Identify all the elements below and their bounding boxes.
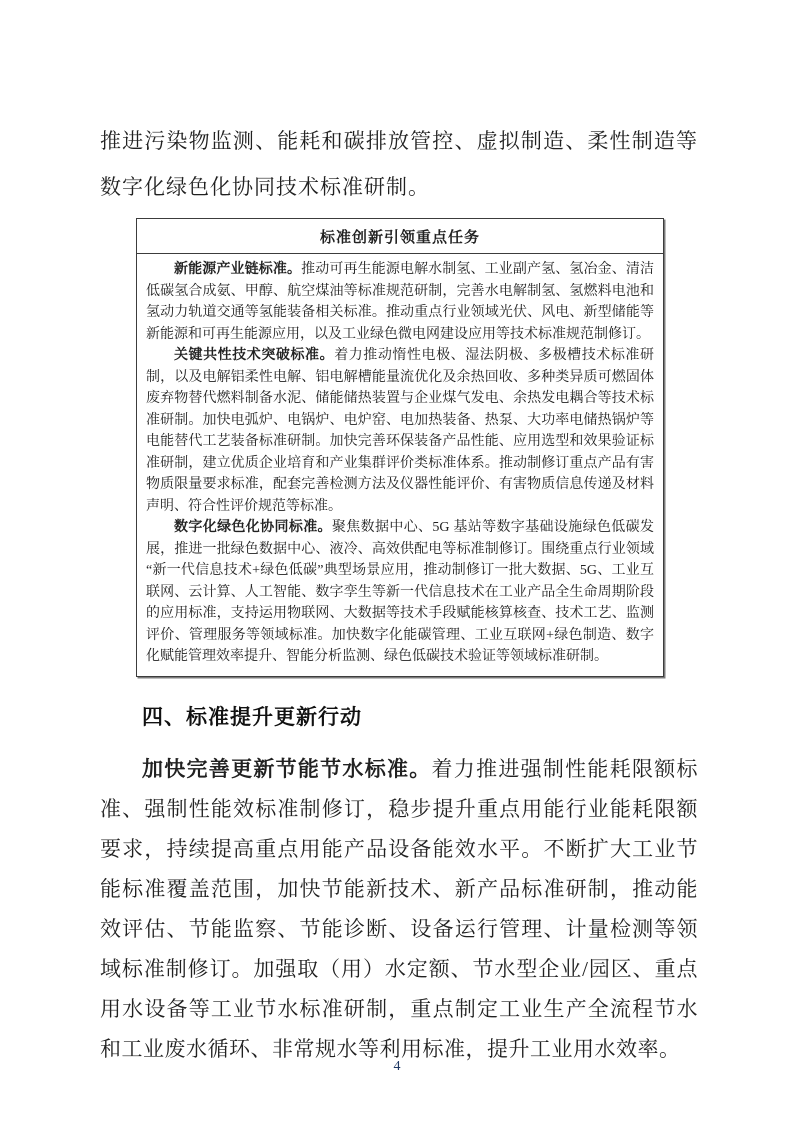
intro-paragraph: 推进污染物监测、能耗和碳排放管控、虚拟制造、柔性制造等数字化绿色化协同技术标准研制。 xyxy=(100,129,698,199)
section-paragraph xyxy=(100,749,698,1069)
section-paragraph-text: 着力推进强制性能耗限额标准、强制性能效标准制修订，稳步提升重点用能行业能耗限额要求，持续提高重点用能产品设备能效水平。不断扩大工业节能标准覆盖范围，加快节能新技术、新产品标准研制，推动能效评估、节能监察、节能诊断、设备运行管理、计量检测等领域标准制修订。加强取（用）水定额、节水型企业/园区、重点用水设备等工业节水标准研制，重点制定工业生产全流程节水和工业废水循环、非常规水等利用标准，提升工业用水效率。 xyxy=(100,756,699,1061)
box-paragraph-digital-green-lead: 数字化绿色化协同标准。 xyxy=(174,520,332,535)
box-paragraph-digital-green-text: 聚焦数据中心、5G 基站等数字基础设施绿色低碳发展，推进一批绿色数据中心、液冷、高效供配电等标准制修订。围绕重点行业领域“新一代信息技术+绿色低碳”典型场景应用，推动制修订一批大数据、5G、工业互联网、云计算、人工智能、数字孪生等新一代信息技术在工业产品全生命周期阶段的应用标准，支持运用物联网、大数据等技术手段赋能核算核查、技术工艺、监测评价、管理服务等领域标准。加快数字化能碳管理、工业互联网+绿色制造、数字化赋能管理效率提升、智能分析监测、绿色低碳技术验证等领域标准研制。 xyxy=(146,520,655,664)
key-tasks-box-body xyxy=(137,254,663,676)
box-paragraph-digital-green xyxy=(146,517,654,668)
section-paragraph-lead: 加快完善更新节能节水标准。 xyxy=(142,756,432,781)
box-paragraph-key-tech-lead: 关键共性技术突破标准。 xyxy=(174,348,335,363)
page-number: 4 xyxy=(393,1059,401,1074)
key-tasks-box-title: 标准创新引领重点任务 xyxy=(137,219,663,254)
box-paragraph-new-energy-text: 推动可再生能源电解水制氢、工业副产氢、氢冶金、清洁低碳氢合成氨、甲醇、航空煤油等标准规范研制，完善水电解制氢、氢燃料电池和氢动力轨道交通等氢能装备相关标准。推动重点行业领域光伏、风电、新型储能等新能源和可再生能源应用，以及工业绿色微电网建设应用等技术标准规范制修订。 xyxy=(146,262,655,342)
box-paragraph-new-energy-lead: 新能源产业链标准。 xyxy=(174,262,302,277)
box-paragraph-key-tech-text: 着力推动惰性电极、湿法阴极、多极槽技术标准研制，以及电解铝柔性电解、铝电解槽能量流优化及余热回收、多种类异质可燃固体废弃物替代燃料制备水泥、储能储热装置与企业煤气发电、余热发电耦合等技术标准研制。加快电弧炉、电锅炉、电炉窑、电加热装备、热泵、大功率电储热锅炉等电能替代工艺装备标准研制。加快完善环保装备产品性能、应用选型和效果验证标准研制，建立优质企业培育和产业集群评价类标准体系。推动制修订重点产品有害物质限量要求标准，配套完善检测方法及仪器性能评价、有害物质信息传递及材料声明、符合性评价规范等标准。 xyxy=(146,348,654,514)
box-paragraph-key-tech xyxy=(146,345,654,517)
section-heading-4: 四、标准提升更新行动 xyxy=(142,705,362,729)
box-paragraph-new-energy xyxy=(146,259,654,345)
key-tasks-box xyxy=(136,218,664,677)
